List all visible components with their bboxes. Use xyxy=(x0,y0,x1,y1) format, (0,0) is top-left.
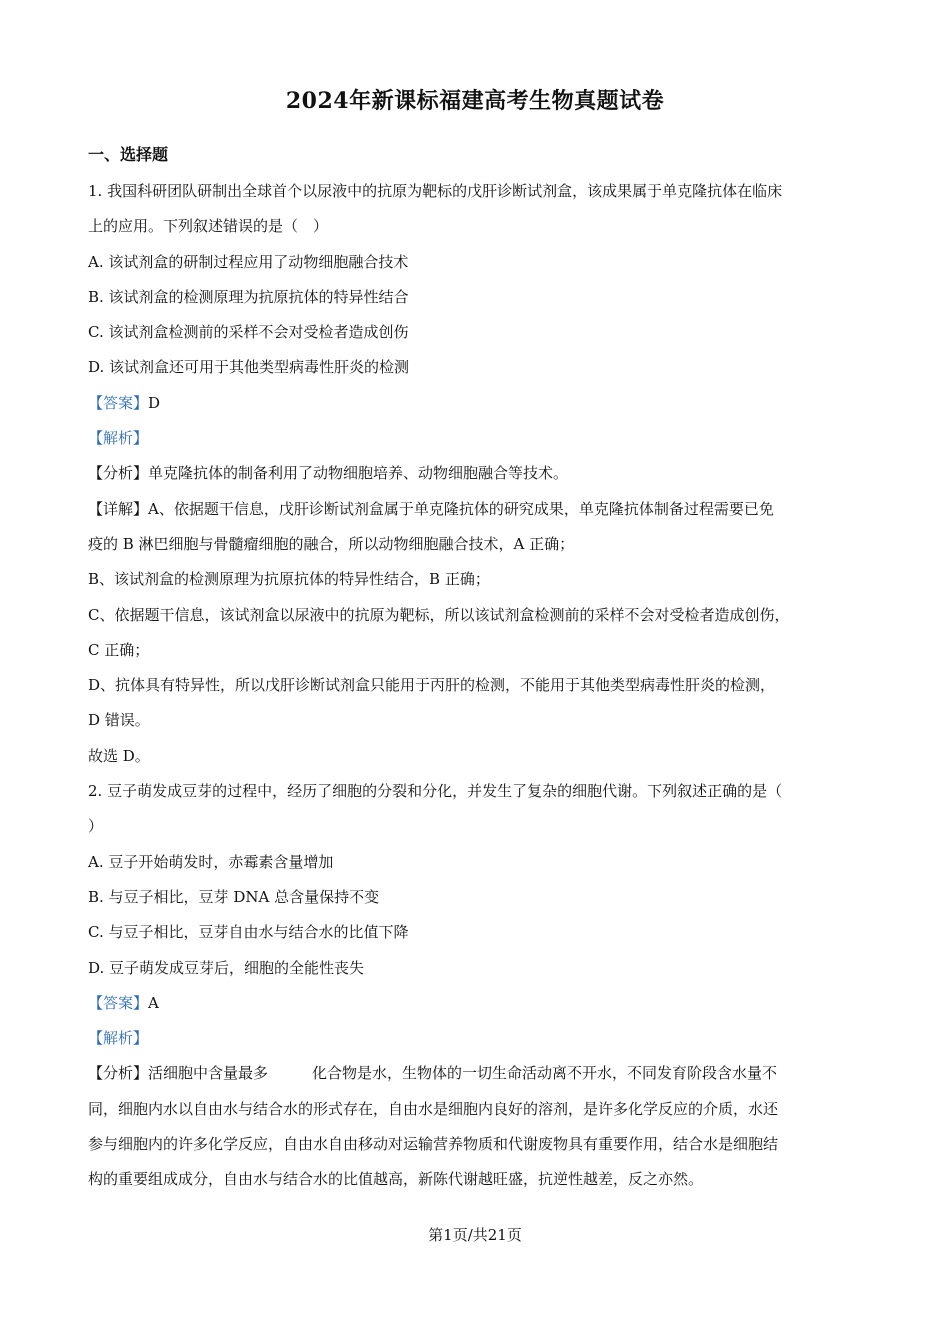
q1-detail-line-2: 疫的 B 淋巴细胞与骨髓瘤细胞的融合，所以动物细胞融合技术，A 正确； xyxy=(88,534,575,553)
q2-option-a: A. 豆子开始萌发时，赤霉素含量增加 xyxy=(88,852,334,871)
q2-option-c: C. 与豆子相比，豆芽自由水与结合水的比值下降 xyxy=(88,923,409,942)
document-title: 2024年新课标福建高考生物真题试卷 xyxy=(285,88,665,114)
q1-stem-line-1: 1. 我国科研团队研制出全球首个以尿液中的抗原为靶标的戊肝诊断试剂盒，该成果属于单克隆抗体在临床 xyxy=(88,182,783,200)
q1-detail-line-4: C、依据题干信息，该试剂盒以尿液中的抗原为靶标，所以该试剂盒检测前的采样不会对受检者造成创伤， xyxy=(88,605,790,624)
q2-fenxi-line-1-part-b: 化合物是水，生物体的一切生命活动离不开水，不同发育阶段含水量不 xyxy=(312,1064,778,1083)
q1-detail-line-5: C 正确； xyxy=(88,640,150,659)
q1-conclusion: 故选 D。 xyxy=(88,746,150,765)
q1-fenxi: 【分析】单克隆抗体的制备利用了动物细胞培养、动物细胞融合等技术。 xyxy=(88,464,569,483)
q1-answer-value: D xyxy=(148,393,161,412)
q1-detail-line-7: D 错误。 xyxy=(88,711,150,730)
q2-fenxi-line-2: 同，细胞内水以自由水与结合水的形式存在，自由水是细胞内良好的溶剂，是许多化学反应的介质，水还 xyxy=(88,1099,779,1118)
q2-stem-line-1: 2. 豆子萌发成豆芽的过程中，经历了细胞的分裂和分化，并发生了复杂的细胞代谢。下列叙述正确的是（ xyxy=(88,782,783,801)
q2-fenxi-line-3: 参与细胞内的许多化学反应，自由水自由移动对运输营养物质和代谢废物具有重要作用，结合水是细胞结 xyxy=(88,1135,779,1154)
q1-stem-line-2: 上的应用。下列叙述错误的是（ ） xyxy=(88,217,329,236)
q2-fenxi-line-1 xyxy=(88,1056,868,1091)
page-footer: 第1页/共21页 xyxy=(428,1226,522,1244)
q1-detail-line-1: 【详解】A、依据题干信息，戊肝诊断试剂盒属于单克隆抗体的研究成果，单克隆抗体制备过程需要已免 xyxy=(88,499,774,518)
q2-fenxi-line-1-part-a: 【分析】活细胞中含量最多 xyxy=(88,1064,269,1083)
q2-fenxi-line-4: 构的重要组成成分，自由水与结合水的比值越高，新陈代谢越旺盛，抗逆性越差，反之亦然。 xyxy=(88,1170,704,1189)
document-body xyxy=(88,174,868,1198)
q1-detail-line-6: D、抗体具有特异性，所以戊肝诊断试剂盒只能用于丙肝的检测，不能用于其他类型病毒性肝炎的检测， xyxy=(88,676,776,695)
q2-stem-line-2: ） xyxy=(88,817,104,836)
q2-option-d: D. 豆子萌发成豆芽后，细胞的全能性丧失 xyxy=(88,958,365,977)
q2-analysis xyxy=(88,1021,868,1056)
q2-analysis-tag: 【解析】 xyxy=(88,1029,149,1048)
q1-analysis-tag: 【解析】 xyxy=(88,429,149,448)
q1-option-d: D. 该试剂盒还可用于其他类型病毒性肝炎的检测 xyxy=(88,358,410,377)
q1-analysis xyxy=(88,421,868,456)
q1-detail-line-3: B、该试剂盒的检测原理为抗原抗体的特异性结合，B 正确； xyxy=(88,570,490,589)
q1-answer-tag: 【答案】 xyxy=(88,393,149,412)
q2-answer xyxy=(88,986,868,1021)
q1-option-a: A. 该试剂盒的研制过程应用了动物细胞融合技术 xyxy=(88,252,409,271)
q1-option-c: C. 该试剂盒检测前的采样不会对受检者造成创伤 xyxy=(88,323,409,342)
q1-option-b: B. 该试剂盒的检测原理为抗原抗体的特异性结合 xyxy=(88,287,409,306)
section-heading: 一、选择题 xyxy=(88,145,169,164)
q2-answer-tag: 【答案】 xyxy=(88,993,149,1012)
q1-answer xyxy=(88,386,868,421)
q2-answer-value: A xyxy=(148,993,159,1012)
q2-option-b: B. 与豆子相比，豆芽 DNA 总含量保持不变 xyxy=(88,887,380,906)
